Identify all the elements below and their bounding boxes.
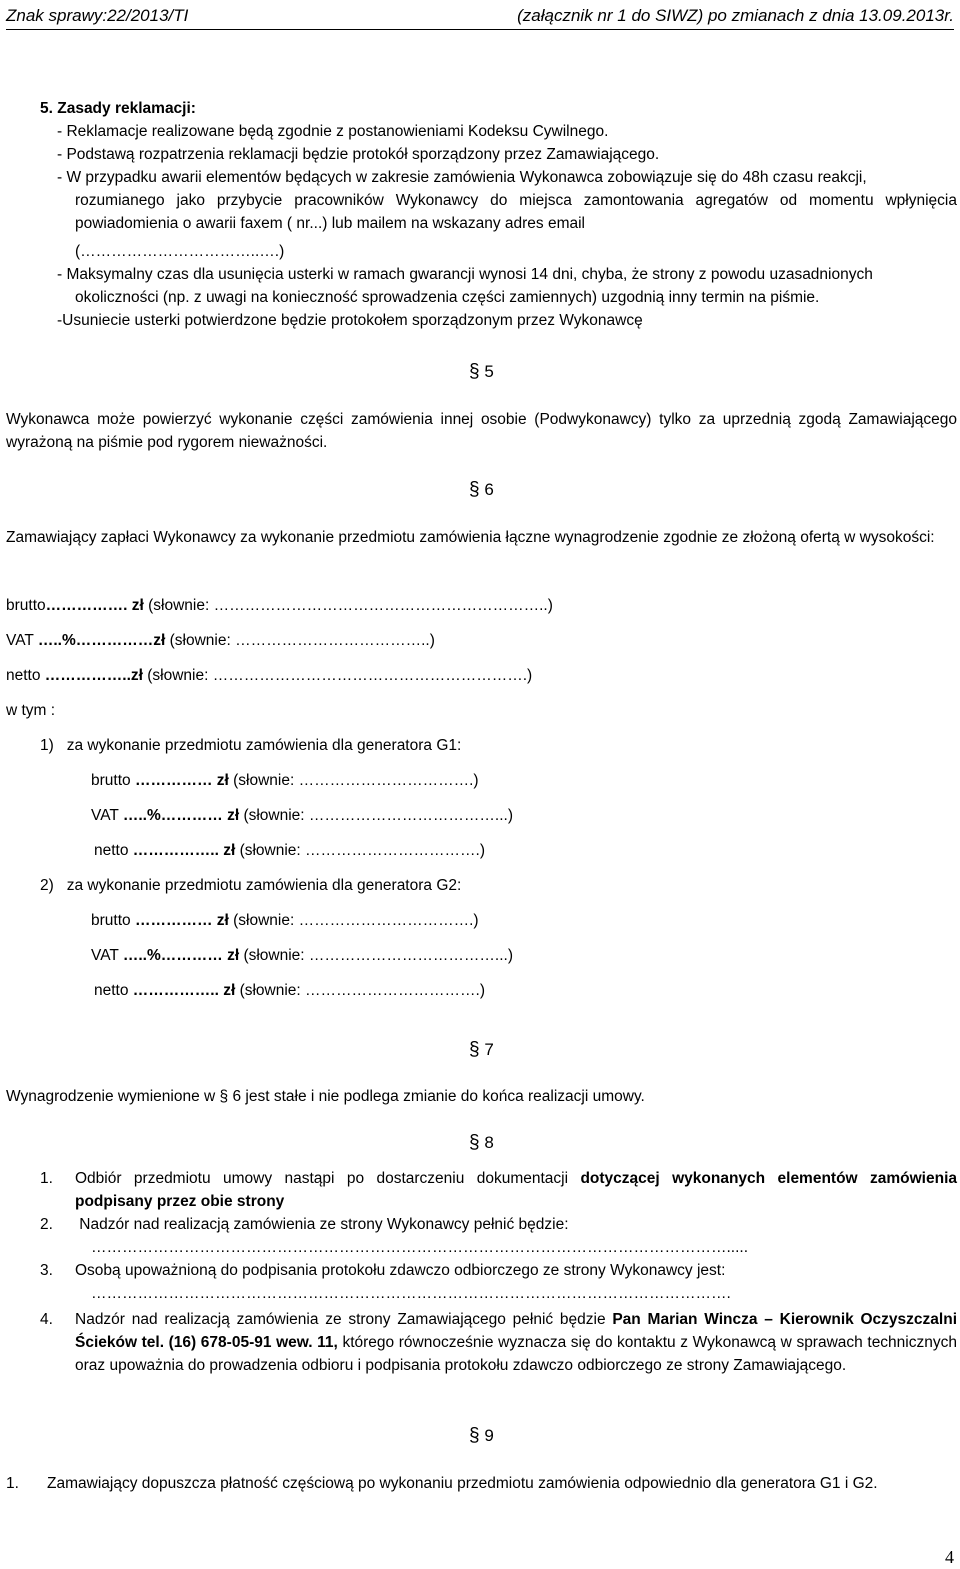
section-number: 6 — [484, 480, 494, 499]
g1-brutto — [91, 769, 479, 792]
complaints-p3-rest: rozumianego jako przybycie pracowników Wykonawcy do miejsca zamontowania agregatów od momentu wpłynięcia powiadomienia o awarii faxem ( nr...) lub mailem na wskazany adres email — [75, 192, 957, 232]
in-words: (słownie: ………………………………..) — [165, 632, 435, 649]
section-6-heading — [469, 478, 494, 501]
section-number: 5 — [484, 362, 494, 381]
text-part: 6 jest stałe i nie podlega zmianie do końca realizacji umowy. — [232, 1088, 645, 1105]
section-7-text — [6, 1085, 645, 1108]
total-netto — [6, 664, 532, 687]
attachment-note: (załącznik nr 1 do SIWZ) po zmianach z dnia 13.09.2013r. — [517, 6, 954, 25]
header-rule — [6, 29, 954, 30]
complaints-p4-first: - Maksymalny czas dla usunięcia usterki w ramach gwarancji wynosi 14 dni, chyba, że strony z powodu uzasadnionych — [57, 266, 873, 283]
in-words: (słownie: …………………………….) — [235, 982, 486, 999]
case-number: Znak sprawy:22/2013/TI — [6, 6, 189, 25]
text-part: Odbiór przedmiotu umowy nastąpi po dostarczeniu dokumentacji — [75, 1170, 581, 1187]
text-part: Wynagrodzenie wymienione w — [6, 1088, 220, 1105]
section-sign: § — [469, 1132, 480, 1153]
section-8-item-2-dots: ……………………………………………………………………………………………………………..... — [91, 1239, 749, 1256]
total-vat — [6, 629, 435, 652]
amount: …..%………… zł — [122, 807, 240, 824]
section-sign: § — [469, 1039, 480, 1060]
section-number: 9 — [484, 1426, 494, 1445]
in-words: (słownie: …………………………………………………….) — [142, 667, 533, 684]
amount: …..%……………zł — [37, 632, 166, 649]
complaints-p4-rest: okoliczności (np. z uwagi na konieczność sprowadzenia części zamiennych) uzgodnią inny termin na piśmie. — [75, 289, 820, 306]
amount: ……………. zł — [45, 597, 144, 614]
section-8-item-3-dots: ……………………………………………………………………………………………………………. — [91, 1285, 731, 1302]
section-8-item-2: Nadzór nad realizacją zamówienia ze strony Wykonawcy pełnić będzie: — [75, 1216, 569, 1233]
amount: …………… zł — [134, 912, 229, 929]
g2-vat — [91, 944, 513, 967]
complaints-p5: -Usuniecie usterki potwierdzone będzie protokołem sporządzonym przez Wykonawcę — [57, 312, 643, 329]
label: brutto — [6, 597, 46, 614]
label: netto — [6, 667, 45, 684]
label: brutto — [91, 772, 135, 789]
in-words: (słownie: …………………………….) — [228, 912, 479, 929]
section-sign: § — [469, 361, 480, 382]
section-9-heading — [469, 1424, 494, 1447]
generator-g1-heading: 1) za wykonanie przedmiotu zamówienia dla generatora G1: — [40, 737, 462, 754]
item-number: 3. — [40, 1262, 53, 1279]
section-sign: § — [469, 1425, 480, 1446]
section-sign: § — [469, 479, 480, 500]
section-6-text: Zamawiający zapłaci Wykonawcy za wykonanie przedmiotu zamówienia łączne wynagrodzenie zgodnie ze złożoną ofertą w wysokości: — [6, 529, 935, 546]
item-number: 4. — [40, 1311, 53, 1328]
g2-netto — [94, 979, 485, 1002]
section-8-item-1 — [75, 1167, 957, 1213]
complaints-p3-first: - W przypadku awarii elementów będących w zakresie zamówienia Wykonawca zobowiązuje się do 48h czasu reakcji, — [57, 169, 867, 186]
amount: …………… zł — [134, 772, 229, 789]
label: VAT — [6, 632, 38, 649]
section-8-heading — [469, 1131, 494, 1154]
section-8-item-4 — [75, 1308, 957, 1377]
complaints-line-2: - Podstawą rozpatrzenia reklamacji będzie protokół sporządzony przez Zamawiającego. — [57, 146, 660, 163]
label: netto — [94, 982, 133, 999]
item-number: 1. — [40, 1170, 53, 1187]
section-7-heading — [469, 1038, 494, 1061]
in-words: (słownie: ………………………………………………………..) — [143, 597, 553, 614]
g1-vat — [91, 804, 513, 827]
g1-netto — [94, 839, 485, 862]
generator-g2-heading: 2) za wykonanie przedmiotu zamówienia dla generatora G2: — [40, 877, 462, 894]
label: VAT — [91, 807, 123, 824]
section-9-item-1: Zamawiający dopuszcza płatność częściową po wykonaniu przedmiotu zamówienia odpowiednio dla generatora G1 i G2. — [47, 1475, 878, 1492]
text-part: Nadzór nad realizacją zamówienia ze strony Zamawiającego pełnić będzie — [75, 1311, 613, 1328]
g2-brutto — [91, 909, 479, 932]
amount: …………….. zł — [132, 842, 236, 859]
text-part: którego równocześnie wyznacza się do kontaktu z Wykonawcą w sprawach technicznych oraz upoważnia do prowadzenia odbioru i podpisania protokołu zdawczo odbiorczego ze strony Zamawiającego. — [75, 1334, 957, 1374]
page-number: 4 — [945, 1547, 954, 1567]
amount: ……………..zł — [44, 667, 143, 684]
text-bold: dotyczącej wykonanych elementów zamówienia podpisany przez obie strony — [75, 1170, 958, 1210]
section-number: 7 — [484, 1040, 494, 1059]
item-number: 2. — [40, 1216, 53, 1233]
complaints-heading: 5. Zasady reklamacji: — [40, 100, 196, 117]
section-8-item-3: Osobą upoważnioną do podpisania protokołu zdawczo odbiorczego ze strony Wykonawcy jest: — [75, 1262, 726, 1279]
in-words: (słownie: ………………………………...) — [239, 947, 513, 964]
total-brutto — [6, 594, 553, 617]
in-words: (słownie: …………………………….) — [235, 842, 486, 859]
section-5-heading — [469, 360, 494, 383]
complaints-p3-last: (……………………………..….) — [75, 243, 285, 260]
amount: …..%………… zł — [122, 947, 240, 964]
section-number: 8 — [484, 1133, 494, 1152]
page-header — [6, 2, 954, 30]
label: brutto — [91, 912, 135, 929]
text-bold: Pan Marian Wincza – Kierownik Oczyszczalni Ścieków tel. (16) 678-05-91 wew. 11, — [75, 1311, 957, 1351]
section-5-text: Wykonawca może powierzyć wykonanie części zamówienia innej osobie (Podwykonawcy) tylko za uprzednią zgodą Zamawiającego wyrażoną na piśmie pod rygorem nieważności. — [6, 411, 957, 451]
label: VAT — [91, 947, 123, 964]
amount: …………….. zł — [132, 982, 236, 999]
complaints-line-1: - Reklamacje realizowane będą zgodnie z postanowieniami Kodeksu Cywilnego. — [57, 123, 609, 140]
in-that: w tym : — [6, 702, 56, 719]
item-number: 1. — [6, 1475, 19, 1492]
section-sign: § — [219, 1088, 229, 1105]
in-words: (słownie: ………………………………...) — [239, 807, 513, 824]
label: netto — [94, 842, 133, 859]
in-words: (słownie: …………………………….) — [228, 772, 479, 789]
